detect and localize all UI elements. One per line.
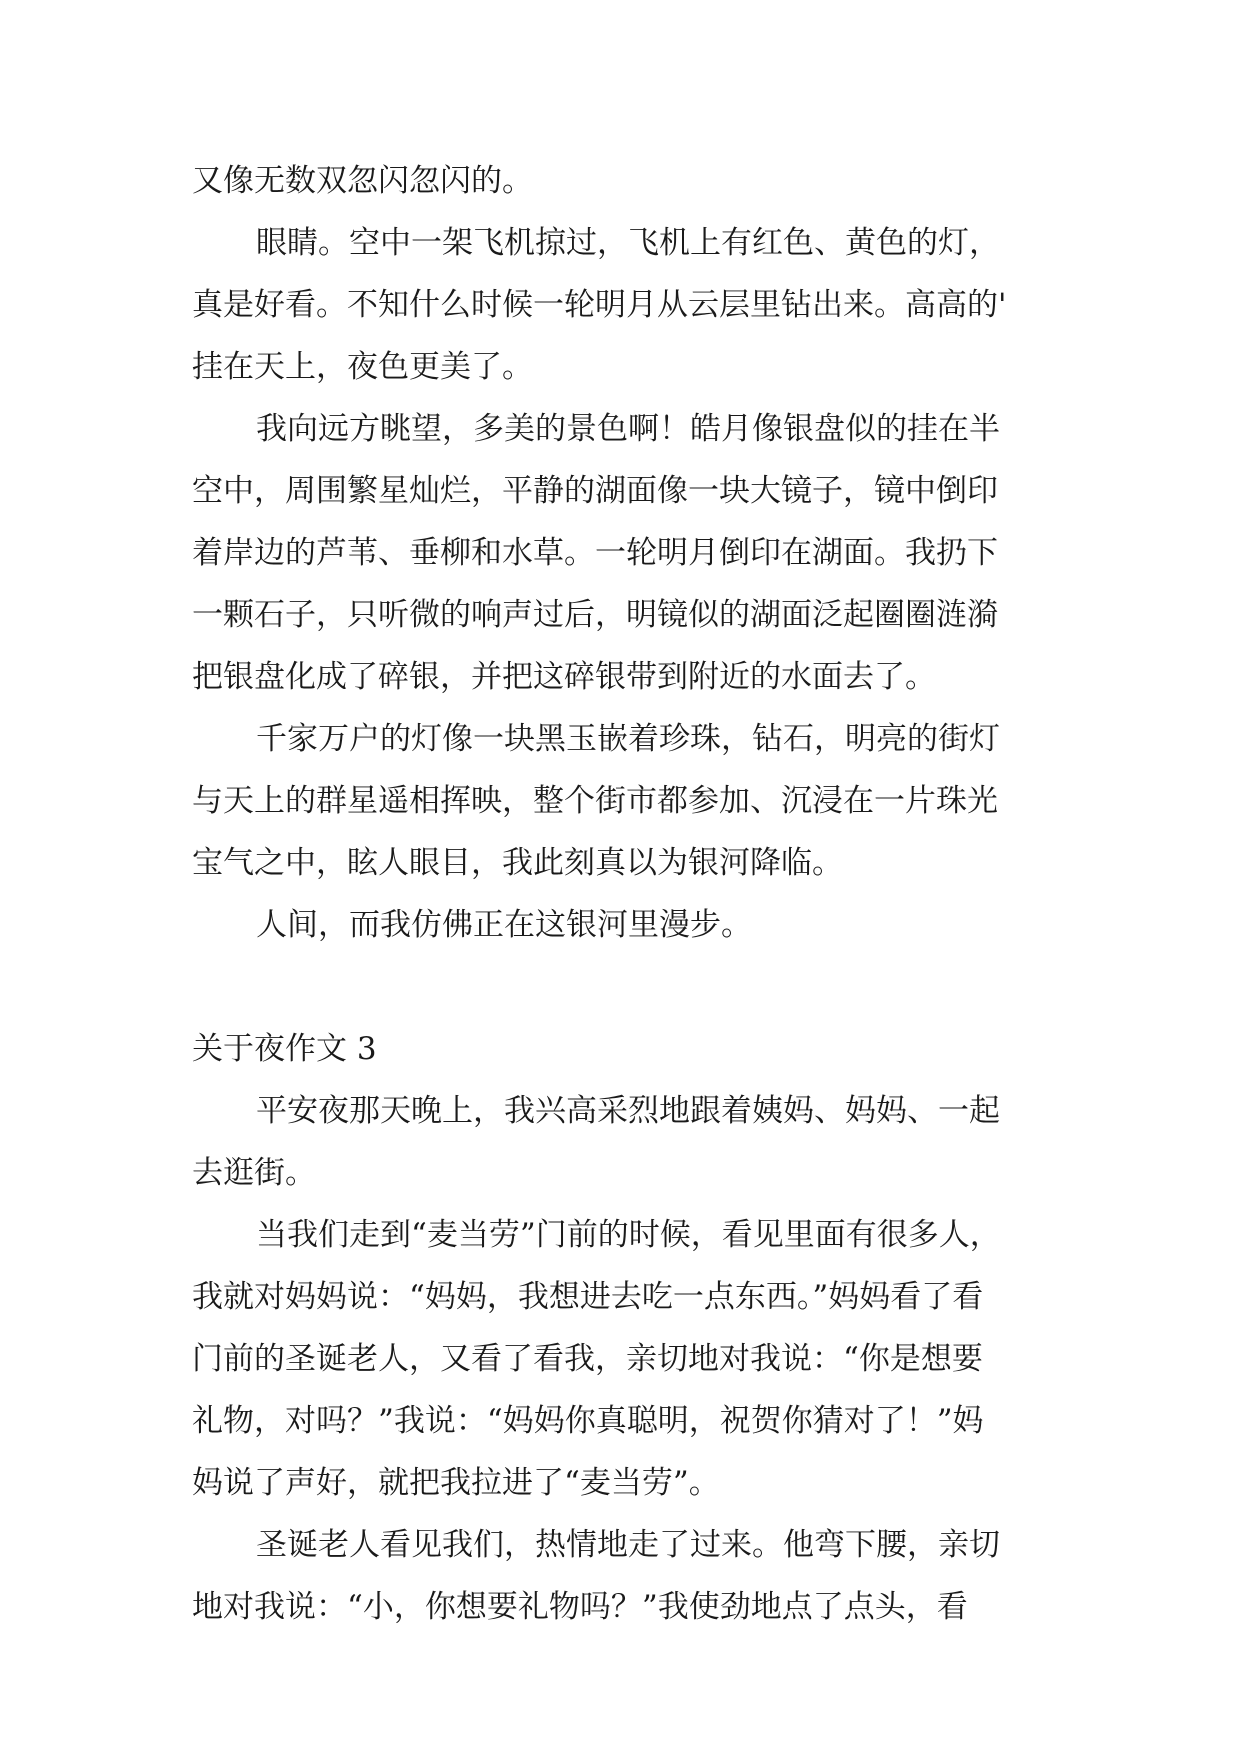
text-line: 门前的圣诞老人，又看了看我，亲切地对我说：“你是想要 (192, 1341, 983, 1377)
text-line: 去逛街。 (192, 1155, 316, 1191)
text-line: 与天上的群星遥相挥映，整个街市都参加、沉浸在一片珠光 (192, 783, 998, 819)
text-line: 我向远方眺望，多美的景色啊！皓月像银盘似的挂在半 (256, 411, 1000, 447)
text-line: 圣诞老人看见我们，热情地走了过来。他弯下腰，亲切 (256, 1527, 1000, 1563)
text-line: 把银盘化成了碎银，并把这碎银带到附近的水面去了。 (192, 659, 936, 695)
text-line: 地对我说：“小，你想要礼物吗？”我使劲地点了点头，看 (192, 1589, 968, 1625)
text-line: 一颗石子，只听微的响声过后，明镜似的湖面泛起圈圈涟漪 (192, 597, 998, 633)
text-line: 眼睛。空中一架飞机掠过，飞机上有红色、黄色的灯， (256, 225, 1000, 261)
text-line: 又像无数双忽闪忽闪的。 (192, 163, 533, 199)
text-line: 挂在天上，夜色更美了。 (192, 349, 533, 385)
text-line: 千家万户的灯像一块黑玉嵌着珍珠，钻石，明亮的街灯 (256, 721, 1000, 757)
text-line: 礼物，对吗？”我说：“妈妈你真聪明，祝贺你猜对了！”妈 (192, 1403, 984, 1439)
section-heading: 关于夜作文 3 (192, 1031, 377, 1067)
text-line: 空中，周围繁星灿烂，平静的湖面像一块大镜子，镜中倒印 (192, 473, 998, 509)
text-line: 人间，而我仿佛正在这银河里漫步。 (256, 907, 752, 943)
document-page (192, 150, 1072, 1638)
text-line: 我就对妈妈说：“妈妈，我想进去吃一点东西。”妈妈看了看 (192, 1279, 984, 1315)
text-line: 宝气之中，眩人眼目，我此刻真以为银河降临。 (192, 845, 843, 881)
text-line: 平安夜那天晚上，我兴高采烈地跟着姨妈、妈妈、一起 (256, 1093, 1000, 1129)
text-line: 真是好看。不知什么时候一轮明月从云层里钻出来。高高的' (192, 287, 1007, 323)
text-line: 当我们走到“麦当劳”门前的时候，看见里面有很多人， (256, 1217, 1001, 1253)
text-line: 妈说了声好，就把我拉进了“麦当劳”。 (192, 1465, 720, 1501)
text-line: 着岸边的芦苇、垂柳和水草。一轮明月倒印在湖面。我扔下 (192, 535, 998, 571)
section-gap (192, 956, 1072, 1018)
